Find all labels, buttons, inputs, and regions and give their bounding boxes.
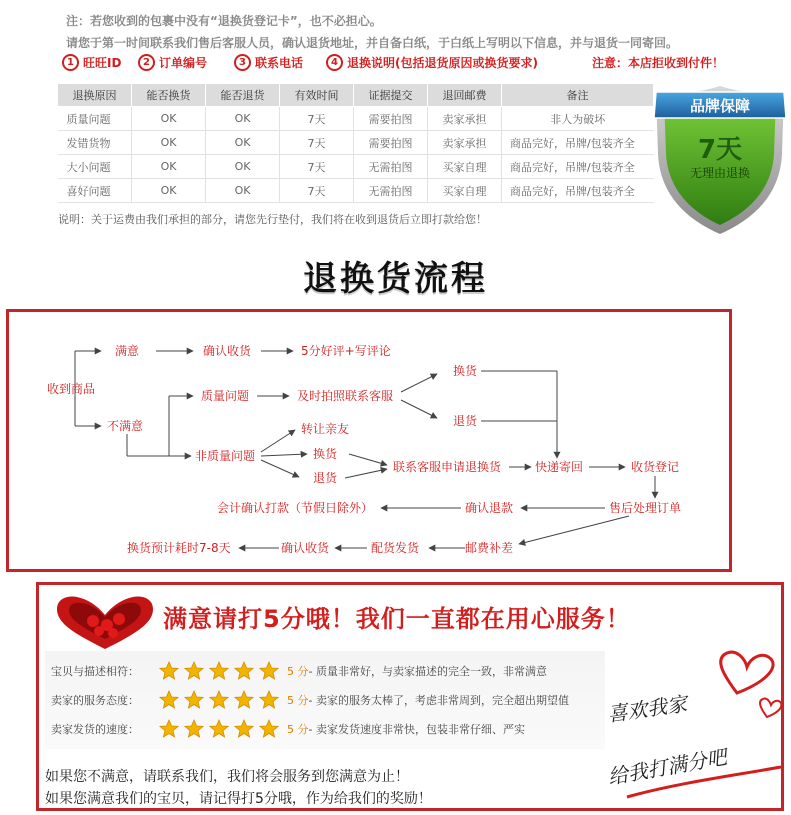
table-cell: 无需拍图 xyxy=(354,155,428,179)
table-cell: 卖家承担 xyxy=(428,131,502,155)
rating-panel xyxy=(36,582,784,811)
flow-node-contact-service: 及时拍照联系客服 xyxy=(297,389,394,403)
table-cell: 商品完好，吊牌/包装齐全 xyxy=(502,155,654,179)
flow-node-non-quality: 非质量问题 xyxy=(195,449,256,463)
star-icon xyxy=(184,661,204,681)
table-row xyxy=(58,179,654,203)
flow-arrow xyxy=(519,516,629,544)
table-cell: 无需拍图 xyxy=(354,179,428,203)
table-cell: 商品完好，吊牌/包装齐全 xyxy=(502,179,654,203)
number-badge: 2 xyxy=(138,54,155,71)
return-policy-table xyxy=(57,83,654,203)
handwriting-line-1: 喜欢我家 xyxy=(605,691,689,727)
freight-note: 说明：关于运费由我们承担的部分，请您先行垫付，我们将在收到退货后立即打款给您！ xyxy=(58,213,487,226)
flow-node-refund: 确认退款 xyxy=(465,501,514,515)
flow-node-gift-friend: 转让亲友 xyxy=(301,422,350,436)
rating-label: 卖家的服务态度： xyxy=(51,694,139,707)
table-cell: OK xyxy=(132,155,206,179)
shield-subtitle: 无理由退换 xyxy=(689,166,751,180)
star-icon xyxy=(159,719,179,739)
flow-arrow xyxy=(261,454,307,456)
table-cell: 需要拍图 xyxy=(354,131,428,155)
table-cell: 7天 xyxy=(280,131,354,155)
table-row xyxy=(58,107,654,131)
star-icon xyxy=(259,690,279,710)
return-flow-chart xyxy=(6,309,732,572)
shield-days: 7天 xyxy=(697,135,743,165)
table-cell: 7天 xyxy=(280,179,354,203)
table-cell: 买家自理 xyxy=(428,155,502,179)
rating-row-description xyxy=(51,659,547,683)
star-icon xyxy=(234,719,254,739)
flow-heading: 退换货流程 xyxy=(303,259,488,299)
required-item-wangwang xyxy=(62,54,121,71)
required-item-order xyxy=(138,54,207,71)
rating-slogan: 满意请打5分哦！我们一直都在用心服务！ xyxy=(163,605,631,633)
table-cell: OK xyxy=(206,131,280,155)
star-icon xyxy=(209,661,229,681)
flow-node-exchange-a: 换货 xyxy=(453,364,478,378)
star-rating xyxy=(159,661,279,681)
table-cell: OK xyxy=(132,179,206,203)
flow-node-exchange-b: 换货 xyxy=(313,447,338,461)
column-header: 有效时间 xyxy=(280,84,354,107)
flow-node-ship: 配货发货 xyxy=(371,541,420,555)
flow-node-apply: 联系客服申请退换货 xyxy=(393,460,502,474)
flow-node-quality-issue: 质量问题 xyxy=(201,389,250,403)
table-cell: 商品完好，吊牌/包装齐全 xyxy=(502,131,654,155)
flow-node-exchange-time: 换货预计耗时7-8天 xyxy=(127,541,231,555)
flow-arrow xyxy=(401,400,437,418)
flow-arrow xyxy=(345,469,387,478)
column-header: 备注 xyxy=(502,84,654,107)
rating-description: - 卖家的服务太棒了，考虑非常周到，完全超出期望值 xyxy=(308,694,569,707)
flow-node-register: 收货登记 xyxy=(631,460,680,474)
flow-node-unsatisfied: 不满意 xyxy=(107,419,144,433)
table-cell: OK xyxy=(132,107,206,131)
shield-icon xyxy=(650,78,790,240)
flow-node-return-b: 退货 xyxy=(313,471,338,485)
star-icon xyxy=(234,661,254,681)
rating-description: - 卖家发货速度非常快，包装非常仔细、严实 xyxy=(308,723,525,736)
flow-node-accounting: 会计确认打款（节假日除外） xyxy=(217,501,374,515)
flow-node-confirm-receipt: 确认收货 xyxy=(203,344,252,358)
flow-node-return-a: 退货 xyxy=(453,414,478,428)
column-header: 退回邮费 xyxy=(428,84,502,107)
heart-gift-box-icon xyxy=(53,593,157,653)
flow-arrow xyxy=(401,374,437,392)
handwritten-message xyxy=(587,647,783,807)
table-cell: 发错货物 xyxy=(58,131,132,155)
rating-score: 5 分 xyxy=(287,665,309,678)
number-badge: 3 xyxy=(234,54,251,71)
promise-line-2: 如果您满意我们的宝贝，请记得打5分哦，作为给我们的奖励！ xyxy=(45,791,432,807)
rating-label: 宝贝与描述相符： xyxy=(51,665,139,678)
table-cell: 7天 xyxy=(280,107,354,131)
table-cell: 喜好问题 xyxy=(58,179,132,203)
column-header: 证据提交 xyxy=(354,84,428,107)
table-cell: 需要拍图 xyxy=(354,107,428,131)
star-icon xyxy=(259,719,279,739)
table-cell: 买家自理 xyxy=(428,179,502,203)
rating-score: 5 分 xyxy=(287,723,309,736)
table-cell: OK xyxy=(206,155,280,179)
table-cell: 非人为破坏 xyxy=(502,107,654,131)
column-header: 能否退货 xyxy=(206,84,280,107)
flow-node-satisfied: 满意 xyxy=(115,344,140,358)
rating-row-service xyxy=(51,688,569,712)
number-badge: 4 xyxy=(326,54,343,71)
star-rating xyxy=(159,719,279,739)
star-icon xyxy=(209,719,229,739)
cod-warning: 注意：本店拒收到付件！ xyxy=(592,56,725,70)
table-cell: 7天 xyxy=(280,155,354,179)
required-item-label: 退换说明(包括退货原因或换货要求) xyxy=(347,56,538,70)
table-cell: 质量问题 xyxy=(58,107,132,131)
star-icon xyxy=(259,661,279,681)
table-cell: OK xyxy=(206,179,280,203)
flow-arrow xyxy=(261,430,295,452)
rating-label: 卖家发货的速度： xyxy=(51,723,139,736)
flow-arrow xyxy=(261,460,299,477)
column-header: 退换原因 xyxy=(58,84,132,107)
promise-line-1: 如果您不满意，请联系我们，我们将会服务到您满意为止！ xyxy=(45,769,409,785)
handwriting-line-2: 给我打满分吧 xyxy=(606,744,729,790)
flow-node-postage: 邮费补差 xyxy=(465,541,514,555)
star-rating xyxy=(159,690,279,710)
star-icon xyxy=(184,719,204,739)
star-icon xyxy=(234,690,254,710)
number-badge: 1 xyxy=(62,54,79,71)
flow-node-confirm-receipt-b: 确认收货 xyxy=(281,541,330,555)
rating-row-shipping xyxy=(51,717,525,741)
table-cell: OK xyxy=(206,107,280,131)
required-item-label: 旺旺ID xyxy=(83,56,122,70)
table-cell: 大小问题 xyxy=(58,155,132,179)
shield-title: 品牌保障 xyxy=(689,97,751,115)
required-item-reason xyxy=(326,54,538,71)
notice-line-1: 注：若您收到的包裹中没有“退换货登记卡”，也不必担心。 xyxy=(66,14,382,28)
flow-node-express: 快递寄回 xyxy=(535,460,584,474)
notice-line-2: 请您于第一时间联系我们售后客服人员，确认退货地址，并自备白纸，于白纸上写明以下信息，并与退货一同寄回。 xyxy=(66,36,679,50)
flow-node-five-star: 5分好评+写评论 xyxy=(301,344,391,358)
flow-arrow xyxy=(349,454,387,465)
table-cell: OK xyxy=(132,131,206,155)
rating-description: - 质量非常好，与卖家描述的完全一致，非常满意 xyxy=(308,665,547,678)
rating-score: 5 分 xyxy=(287,694,309,707)
column-header: 能否换货 xyxy=(132,84,206,107)
required-info-row xyxy=(62,54,752,74)
rating-list xyxy=(45,651,605,749)
star-icon xyxy=(184,690,204,710)
required-item-label: 订单编号 xyxy=(159,56,208,70)
star-icon xyxy=(209,690,229,710)
flow-node-aftersale: 售后处理订单 xyxy=(609,501,682,515)
table-cell: 卖家承担 xyxy=(428,107,502,131)
star-icon xyxy=(159,661,179,681)
table-row xyxy=(58,155,654,179)
table-row xyxy=(58,131,654,155)
flow-node-received: 收到商品 xyxy=(47,382,96,396)
required-item-phone xyxy=(234,54,303,71)
table-header-row xyxy=(58,84,654,107)
required-item-label: 联系电话 xyxy=(255,56,304,70)
star-icon xyxy=(159,690,179,710)
